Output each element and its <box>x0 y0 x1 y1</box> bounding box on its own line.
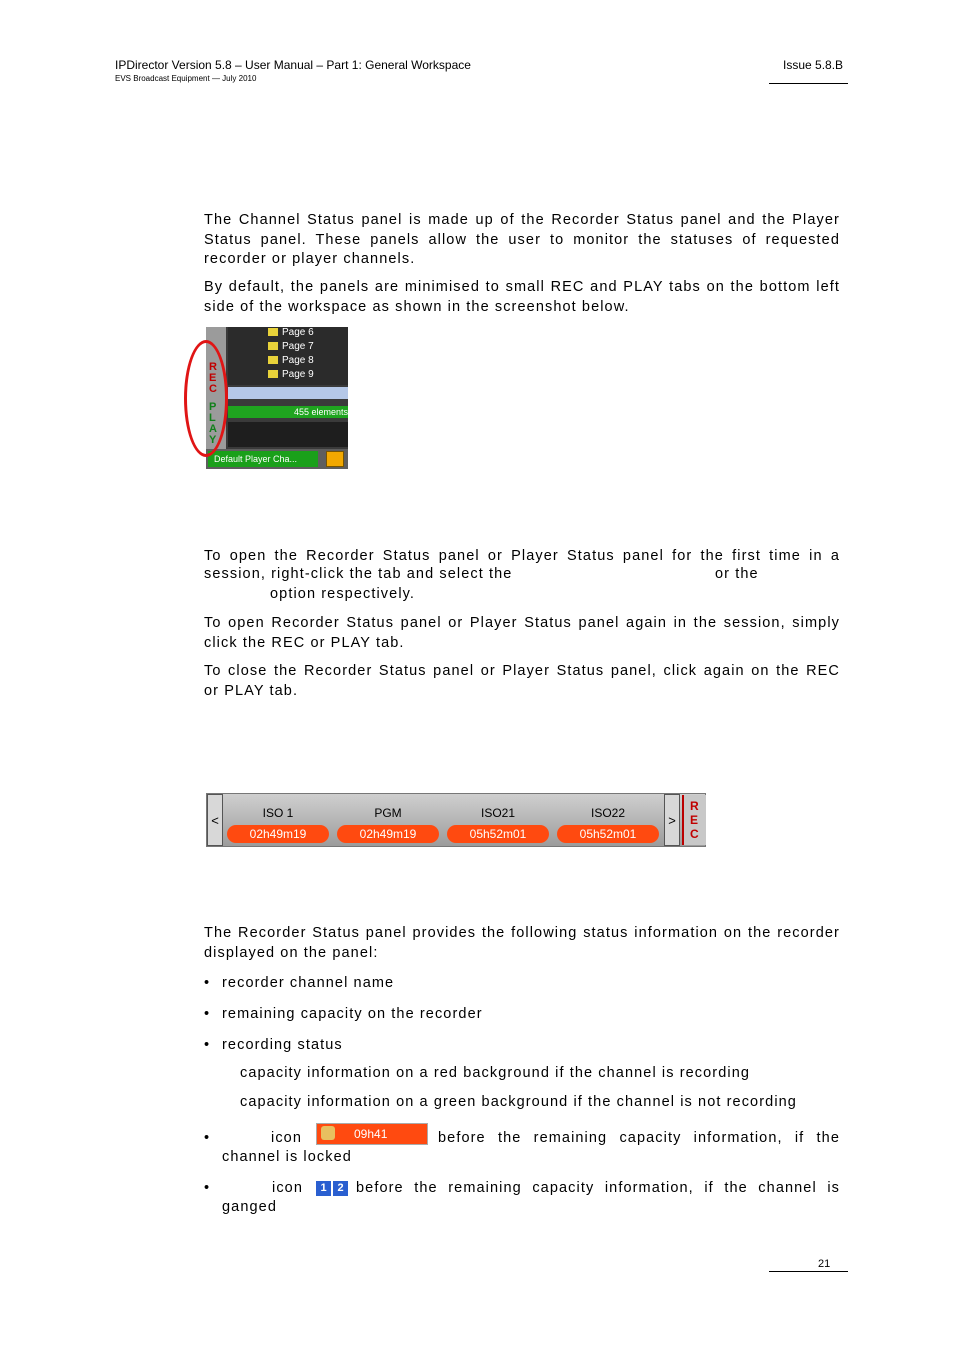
header-issue: Issue 5.8.B <box>783 58 844 72</box>
header-subtitle: EVS Broadcast Equipment — July 2010 <box>115 74 257 83</box>
folder-icon <box>268 356 278 364</box>
prev-button[interactable]: < <box>207 794 223 846</box>
rec-tab-letter: C <box>209 383 217 395</box>
bullet-gang-text-a: icon <box>272 1180 303 1196</box>
channel-capacity: 02h49m19 <box>337 825 439 843</box>
close-paragraph: To close the Recorder Status panel or Player Status panel, click again on the REC or PLAY tab. <box>204 663 840 699</box>
dark-area <box>228 422 348 447</box>
folder-icon <box>268 342 278 350</box>
highlight-ring <box>184 340 228 457</box>
open-first-time-paragraph: To open the Recorder Status panel or Player Status panel for the first time in a <box>204 548 840 564</box>
tree-item: Page 6 <box>268 327 314 341</box>
folder-icon <box>268 370 278 378</box>
horizontal-scrollbar <box>228 387 348 399</box>
open-first-time-line2a: session, right-click the tab and select the <box>204 566 513 582</box>
channel-name: ISO21 <box>480 806 516 820</box>
header-rule <box>769 83 848 84</box>
rec-tab-letter: R <box>690 799 699 813</box>
play-tab-letter: L <box>209 412 216 424</box>
tree-view <box>228 327 348 385</box>
play-tab-letter: A <box>209 423 217 435</box>
player-bar <box>206 449 348 469</box>
lock-icon: 09h41 <box>316 1123 428 1145</box>
channel-name: PGM <box>374 806 402 820</box>
next-button[interactable]: > <box>664 794 680 846</box>
bullet-dot: • <box>204 1130 210 1146</box>
tree-item: Page 8 <box>268 355 314 369</box>
padlock-icon <box>321 1126 335 1140</box>
intro-paragraph: The Channel Status panel is made up of the Recorder Status panel and the Player Status panel. These panels allow the user to monitor the statuses of requested recorder or player channels. <box>204 212 840 267</box>
tree-item: Page 9 <box>268 369 314 383</box>
bullet-lock-text-c: channel is locked <box>222 1149 352 1165</box>
recorder-status-panel-screenshot <box>206 793 706 847</box>
channel-capacity: 02h49m19 <box>227 825 329 843</box>
bullet-dot: • <box>204 1180 210 1196</box>
rec-tab[interactable] <box>682 795 706 845</box>
channel-capacity: 05h52m01 <box>447 825 549 843</box>
page-number: 21 <box>818 1258 831 1270</box>
bullet-gang-text-c: ganged <box>222 1199 277 1215</box>
bullet-lock-text-b: before the remaining capacity information, if the <box>438 1130 840 1146</box>
play-tab-letter: P <box>209 401 217 413</box>
channel-capacity: 05h52m01 <box>557 825 659 843</box>
rec-tab-letter: E <box>209 372 217 384</box>
bullet-lock-text-a: icon <box>271 1130 302 1146</box>
rec-tab-letter: C <box>690 827 699 841</box>
sub-bullet-item: capacity information on a red background if the channel is recording <box>240 1065 751 1081</box>
channel-name: ISO22 <box>590 806 626 820</box>
elements-count-bar: 455 elements <box>228 406 348 418</box>
sub-bullet-item: capacity information on a green background if the channel is not recording <box>240 1094 797 1110</box>
rec-tab-letter: R <box>209 361 217 373</box>
footer-rule <box>769 1271 848 1272</box>
gang-icon: 1 2 <box>316 1181 348 1196</box>
bullet-item: • recording status <box>204 1037 343 1053</box>
bullet-item: • remaining capacity on the recorder <box>204 1006 483 1022</box>
play-tab-letter: Y <box>209 434 217 446</box>
open-first-time-line3: option respectively. <box>270 586 416 602</box>
channel-name: ISO 1 <box>262 806 294 820</box>
default-player-label: Default Player Cha... <box>208 451 318 467</box>
open-first-time-line2b: or the <box>715 566 759 582</box>
header-title: IPDirector Version 5.8 – User Manual – Part 1: General Workspace <box>115 58 471 72</box>
folder-icon <box>326 451 344 467</box>
open-again-paragraph: To open Recorder Status panel or Player Status panel again in the session, simply click the REC or PLAY tab. <box>204 615 840 651</box>
bullet-gang-text-b: before the remaining capacity information, if the channel is <box>356 1180 840 1196</box>
rec-tab-letter: E <box>690 813 699 827</box>
tree-item: Page 7 <box>268 341 314 355</box>
folder-icon <box>268 328 278 336</box>
status-info-paragraph: The Recorder Status panel provides the following status information on the recorder displayed on the panel: <box>204 925 840 961</box>
default-panels-paragraph: By default, the panels are minimised to small REC and PLAY tabs on the bottom left side of the workspace as shown in the screenshot below. <box>204 279 840 315</box>
bullet-item: • recorder channel name <box>204 975 395 991</box>
